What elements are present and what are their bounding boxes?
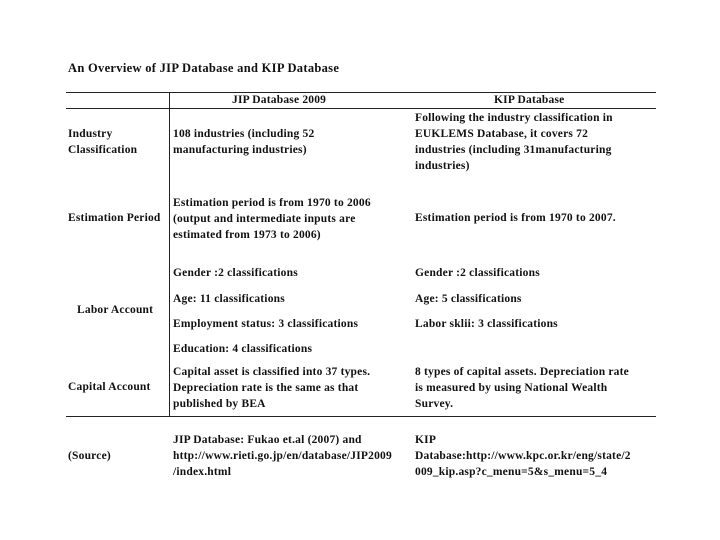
row-label-estimation: Estimation Period: [68, 212, 161, 224]
cell-jip-labor-education: Education: 4 classifications: [173, 343, 313, 355]
cell-kip-estimation: Estimation period is from 1970 to 2007.: [415, 212, 616, 224]
cell-kip-labor-gender: Gender :2 classifications: [415, 267, 540, 279]
row-label-industry: Industry Classification: [68, 128, 138, 156]
row-label-capital: Capital Account: [68, 381, 151, 393]
header-jip: JIP Database 2009: [232, 94, 327, 106]
cell-jip-capital: Capital asset is classified into 37 types. Depreciation rate is the same as that published by BEA: [173, 366, 371, 410]
table-title: An Overview of JIP Database and KIP Database: [68, 61, 340, 75]
cell-kip-labor-age: Age: 5 classifications: [415, 293, 522, 305]
row-label-labor: Labor Account: [77, 304, 154, 316]
cell-jip-labor-gender: Gender :2 classifications: [173, 267, 298, 279]
cell-jip-source: JIP Database: Fukao et.al (2007) and http://www.rieti.go.jp/en/database/JIP2009 /index.html: [173, 434, 392, 478]
row-label-source: (Source): [68, 450, 111, 462]
cell-jip-labor-employment: Employment status: 3 classifications: [173, 318, 359, 330]
cell-kip-industry: Following the industry classification in EUKLEMS Database, it covers 72 industries (including 31manufacturing industries): [415, 112, 613, 172]
cell-kip-capital: 8 types of capital assets. Depreciation rate is measured by using National Wealth Survey.: [415, 366, 629, 410]
cell-kip-source: KIP Database:http://www.kpc.or.kr/eng/state/2 009_kip.asp?c_menu=5&s_menu=5_4: [415, 434, 631, 478]
table-bottom-rule: [66, 416, 656, 417]
cell-jip-estimation: Estimation period is from 1970 to 2006 (output and intermediate inputs are estimated from 1973 to 2006): [173, 197, 371, 241]
header-rule: [66, 108, 656, 109]
cell-kip-labor-skill: Labor sklii: 3 classifications: [415, 318, 558, 330]
column-divider: [169, 92, 170, 416]
cell-jip-industry: 108 industries (including 52 manufacturing industries): [173, 128, 315, 156]
table-top-rule: [66, 92, 656, 93]
cell-jip-labor-age: Age: 11 classifications: [173, 293, 285, 305]
header-kip: KIP Database: [494, 94, 565, 106]
